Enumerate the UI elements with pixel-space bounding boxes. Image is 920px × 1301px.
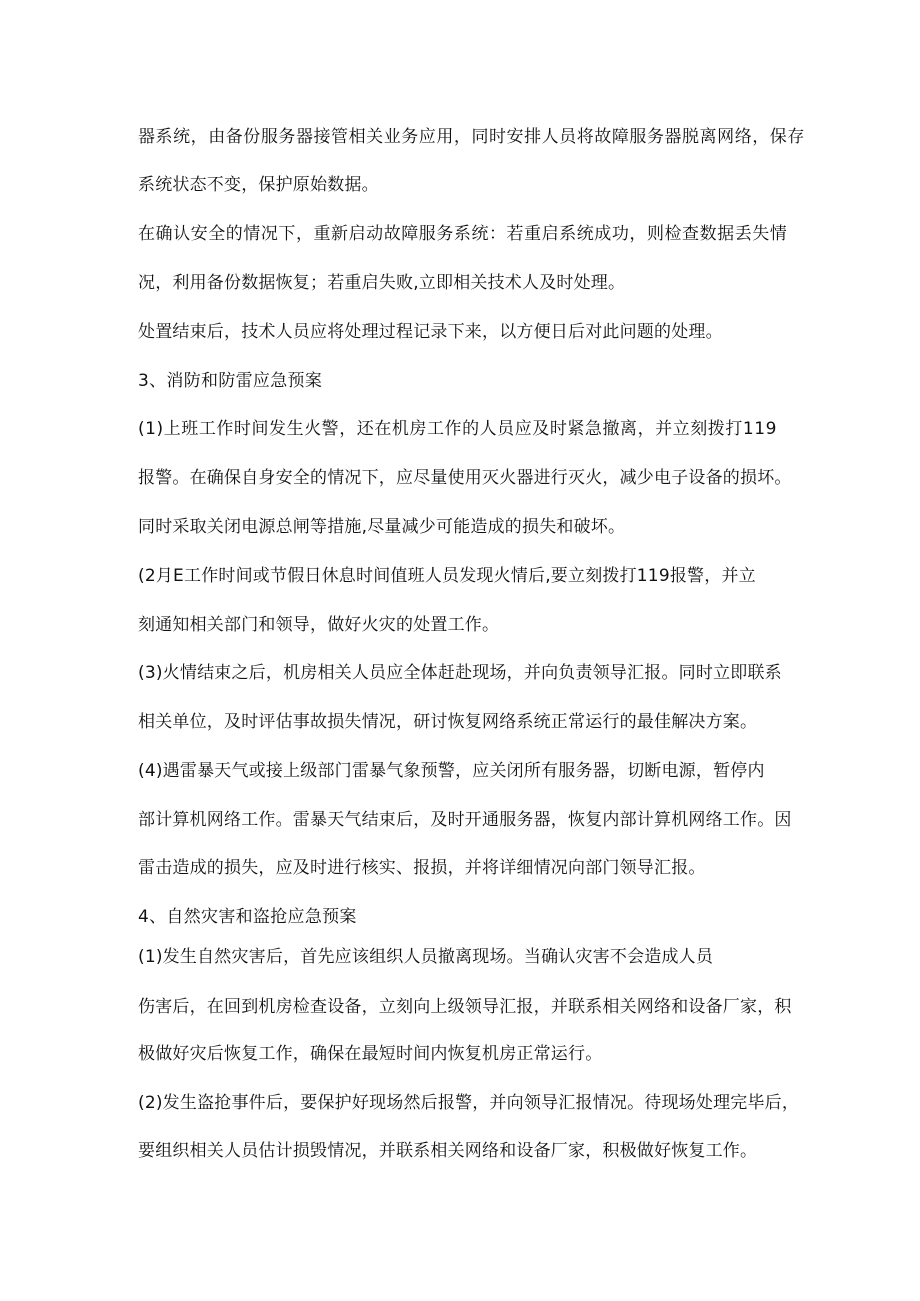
text-line: 相关单位，及时评估事故损失情况，研讨恢复网络系统正常运行的最佳解决方案。 bbox=[138, 712, 758, 732]
text-line: 要组织相关人员估计损毁情况，并联系相关网络和设备厂家，积极做好恢复工作。 bbox=[138, 1141, 758, 1161]
text-line: 报警。在确保自身安全的情况下，应尽量使用灭火器进行灭火，减少电子设备的损坏。 bbox=[138, 468, 792, 488]
text-line: 刻通知相关部门和领导，做好火灾的处置工作。 bbox=[138, 615, 500, 635]
text-line: 况，利用备份数据恢复；若重启失败,立即相关技术人及时处理。 bbox=[138, 273, 626, 293]
text-line: 同时采取关闭电源总闸等措施,尽量减少可能造成的损失和破坏。 bbox=[138, 517, 626, 537]
text-line: 雷击造成的损失，应及时进行核实、报损，并将详细情况向部门领导汇报。 bbox=[138, 858, 706, 878]
section-heading: 3、消防和防雷应急预案 bbox=[138, 371, 323, 391]
text-line: 极做好灾后恢复工作，确保在最短时间内恢复机房正常运行。 bbox=[138, 1044, 603, 1064]
text-line: 伤害后，在回到机房检查设备，立刻向上级领导汇报，并联系相关网络和设备厂家，积 bbox=[138, 997, 792, 1017]
text-line: (2)发生盗抢事件后，要保护好现场然后报警，并向领导汇报情况。待现场处理完毕后， bbox=[138, 1093, 800, 1113]
text-line: (3)火情结束之后，机房相关人员应全体赶赴现场，并向负责领导汇报。同时立即联系 bbox=[138, 663, 782, 683]
text-line: 在确认安全的情况下，重新启动故障服务系统：若重启系统成功，则检查数据丢失情 bbox=[138, 224, 788, 244]
text-line: 部计算机网络工作。雷暴天气结束后，及时开通服务器，恢复内部计算机网络工作。因 bbox=[138, 810, 792, 830]
text-line: 处置结束后，技术人员应将处理过程记录下来，以方便日后对此问题的处理。 bbox=[138, 322, 723, 342]
text-line: 系统状态不变，保护原始数据。 bbox=[138, 175, 379, 195]
section-heading: 4、自然灾害和盗抢应急预案 bbox=[138, 907, 357, 927]
text-line: (1)发生自然灾害后，首先应该组织人员撤离现场。当确认灾害不会造成人员 bbox=[138, 947, 714, 967]
text-line: (1)上班工作时间发生火警，还在机房工作的人员应及时紧急撤离，并立刻拨打119 bbox=[138, 419, 777, 439]
text-line: 器系统，由备份服务器接管相关业务应用，同时安排人员将故障服务器脱离网络，保存 bbox=[138, 127, 805, 147]
text-line: (2月E工作时间或节假日休息时间值班人员发现火情后,要立刻拨打119报警，并立 bbox=[138, 566, 756, 586]
text-line: (4)遇雷暴天气或接上级部门雷暴气象预警，应关闭所有服务器，切断电源，暂停内 bbox=[138, 761, 765, 781]
